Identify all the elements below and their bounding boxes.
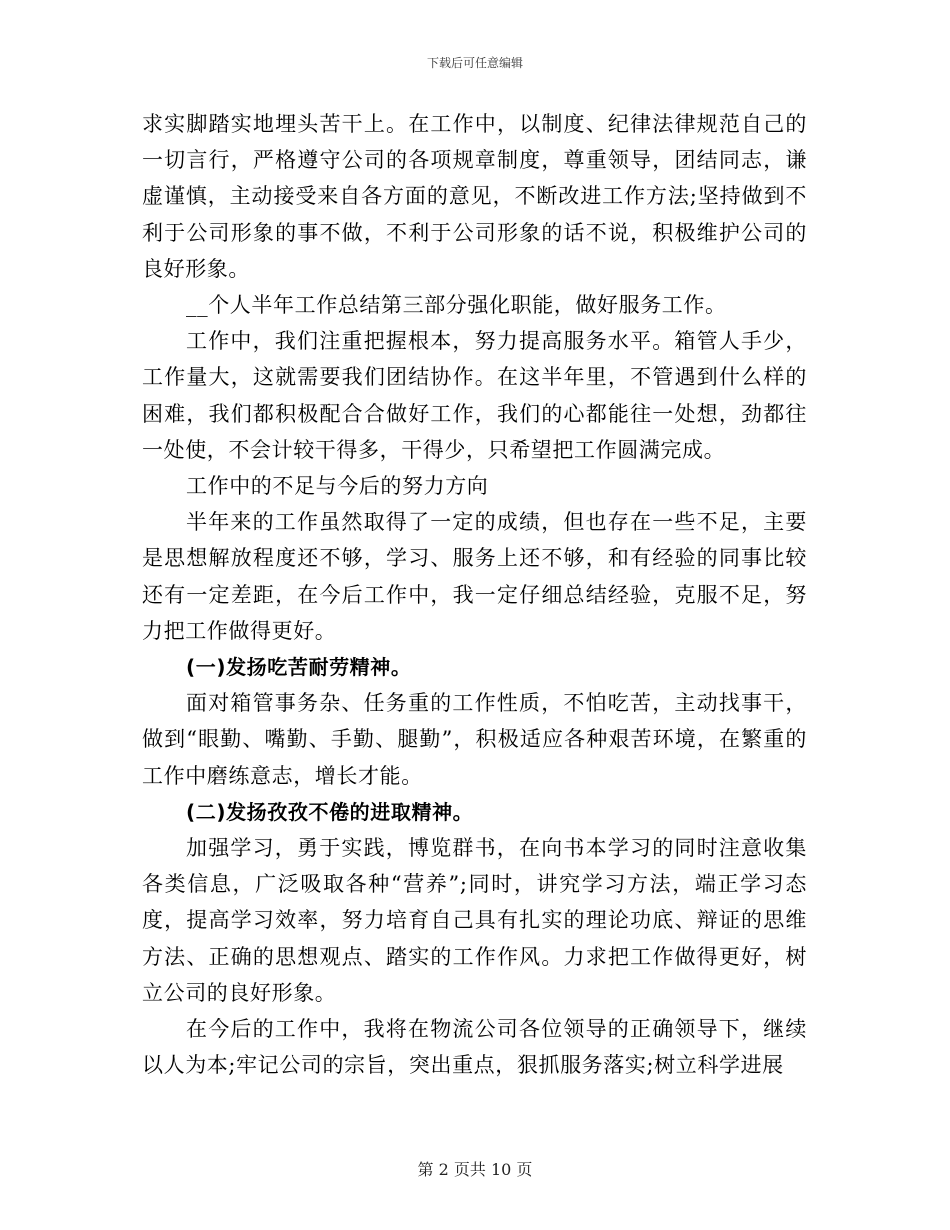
paragraph-shortcomings-heading: 工作中的不足与今后的努力方向 xyxy=(186,474,489,499)
paragraph-hardworking: 面对箱管事务杂、任务重的工作性质，不怕吃苦，主动找事干，做到“眼勤、嘴勤、手勤、腿勤”，积极适应各种艰苦环境，在繁重的工作中磨练意志，增长才能。 xyxy=(142,691,807,788)
paragraph-shortcomings: 半年来的工作虽然取得了一定的成绩，但也存在一些不足，主要是思想解放程度还不够，学习、服务上还不够，和有经验的同事比较还有一定差距，在今后工作中，我一定仔细总结经验，克服不足，努力把工作做得更好。 xyxy=(142,510,807,643)
document-body xyxy=(142,106,807,1083)
paragraph-learning: 加强学习，勇于实践，博览群书，在向书本学习的同时注意收集各类信息，广泛吸取各种“营养”;同时，讲究学习方法，端正学习态度，提高学习效率，努力培育自己具有扎实的理论功底、辩证的思维方法、正确的思想观点、踏实的工作作风。力求把工作做得更好，树立公司的良好形象。 xyxy=(142,836,807,1005)
paragraph-continuation: 求实脚踏实地埋头苦干上。在工作中，以制度、纪律法律规范自己的一切言行，严格遵守公司的各项规章制度，尊重领导，团结同志，谦虚谨慎，主动接受来自各方面的意见，不断改进工作方法;坚持做到不利于公司形象的事不做，不利于公司形象的话不说，积极维护公司的良好形象。 xyxy=(142,112,807,281)
heading-enterprising-spirit: (二)发扬孜孜不倦的进取精神。 xyxy=(186,799,474,824)
paragraph-section-three: __个人半年工作总结第三部分强化职能，做好服务工作。 xyxy=(186,293,727,318)
page-footer: 第 2 页共 10 页 xyxy=(417,1160,533,1179)
page-header: 下载后可任意编辑 xyxy=(426,56,523,70)
paragraph-teamwork: 工作中，我们注重把握根本，努力提高服务水平。箱管人手少，工作量大，这就需要我们团结协作。在这半年里，不管遇到什么样的困难，我们都积极配合合做好工作，我们的心都能往一处想，劲都往一处使，不会计较干得多，干得少，只希望把工作圆满完成。 xyxy=(142,329,807,462)
paragraph-future-work: 在今后的工作中，我将在物流公司各位领导的正确领导下，继续以人为本;牢记公司的宗旨，突出重点，狠抓服务落实;树立科学进展 xyxy=(142,1017,807,1078)
heading-hardworking-spirit: (一)发扬吃苦耐劳精神。 xyxy=(186,655,412,680)
